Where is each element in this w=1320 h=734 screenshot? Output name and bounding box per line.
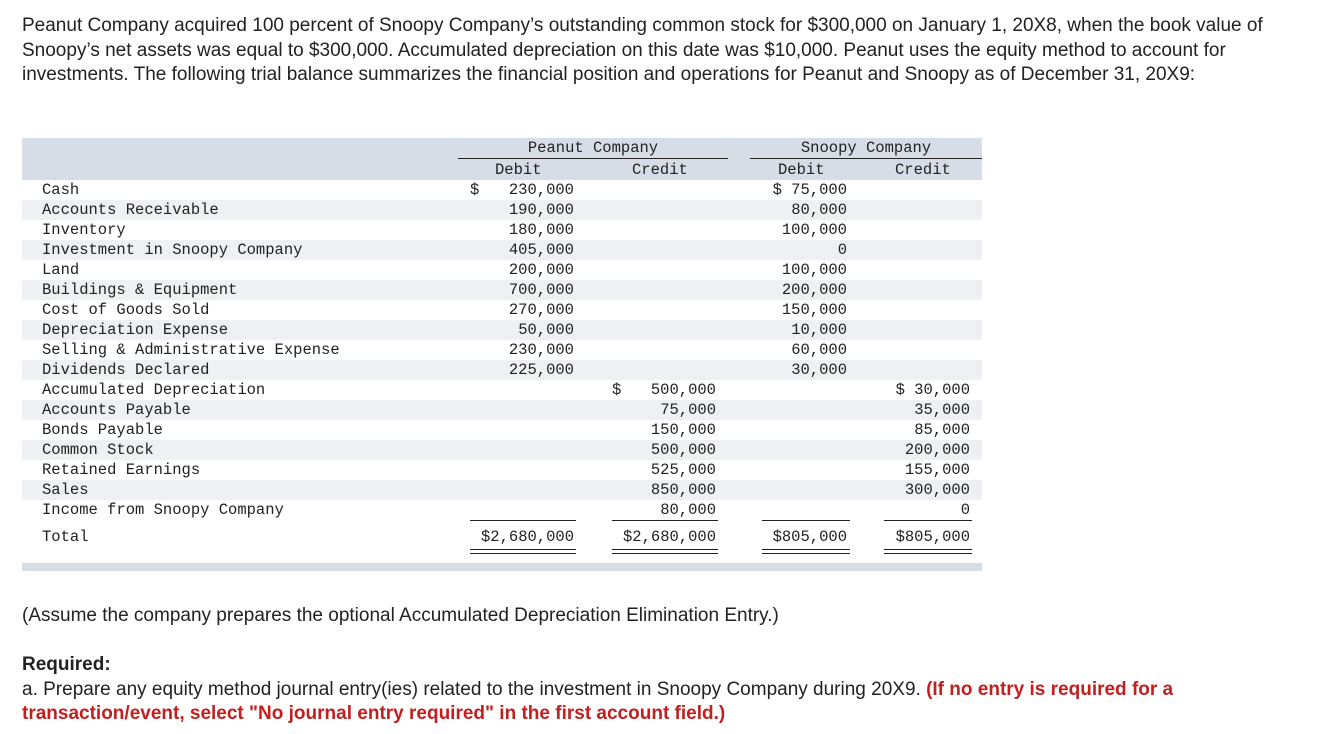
peanut-credit: 80,000: [660, 501, 716, 519]
table-body: [22, 180, 982, 520]
required-a-text: a. Prepare any equity method journal entry(ies) related to the investment in Snoopy Company during 20X9.: [22, 679, 921, 700]
peanut-credit-header: Credit: [632, 161, 688, 179]
table-row: [22, 480, 982, 500]
peanut-credit: 850,000: [650, 481, 716, 499]
peanut-debit: 50,000: [518, 321, 574, 339]
peanut-debit: 190,000: [508, 201, 574, 219]
peanut-debit-header: Debit: [495, 161, 542, 179]
peanut-debit: 230,000: [508, 341, 574, 359]
peanut-debit: 270,000: [508, 301, 574, 319]
account-name: Inventory: [42, 221, 126, 239]
required-a-instruction: (If no entry is required for a transaction/event, select "No journal entry required" in the first account field.): [22, 679, 1174, 724]
table-row: [22, 440, 982, 460]
peanut-company-header: Peanut Company: [458, 138, 728, 159]
account-name: Accumulated Depreciation: [42, 381, 266, 399]
double-underline: [470, 549, 576, 554]
peanut-debit: 700,000: [508, 281, 574, 299]
account-name: Cash: [42, 181, 80, 199]
account-name: Cost of Goods Sold: [42, 301, 210, 319]
account-name: Common Stock: [42, 441, 154, 459]
snoopy-debit: $ 75,000: [772, 181, 847, 199]
snoopy-credit: 35,000: [914, 401, 970, 419]
peanut-debit: 225,000: [508, 361, 574, 379]
total-row: [22, 520, 982, 556]
double-underline: [762, 549, 850, 554]
table-row: [22, 400, 982, 420]
underline: [470, 520, 576, 521]
account-name: Accounts Payable: [42, 401, 191, 419]
assumption-note: (Assume the company prepares the optional Accumulated Depreciation Elimination Entry.): [22, 605, 779, 626]
peanut-debit: 230,000: [508, 181, 574, 199]
snoopy-debit: 0: [837, 241, 847, 259]
peanut-debit: 405,000: [508, 241, 574, 259]
account-name: Depreciation Expense: [42, 321, 229, 339]
table-row: [22, 200, 982, 220]
peanut-credit: 500,000: [650, 381, 716, 399]
table-row: [22, 240, 982, 260]
required-part-a: [22, 678, 1302, 726]
peanut-debit: 180,000: [508, 221, 574, 239]
snoopy-credit: 300,000: [904, 481, 970, 499]
snoopy-debit: 60,000: [791, 341, 847, 359]
snoopy-debit: 80,000: [791, 201, 847, 219]
dollar-sign: $: [470, 181, 480, 199]
account-name: Bonds Payable: [42, 421, 163, 439]
snoopy-credit-total: $805,000: [895, 528, 970, 546]
peanut-debit: 200,000: [508, 261, 574, 279]
table-row: [22, 300, 982, 320]
table-row: [22, 340, 982, 360]
peanut-debit-total: $2,680,000: [480, 528, 574, 546]
required-heading: Required:: [22, 654, 111, 675]
dollar-sign: $: [612, 381, 622, 399]
snoopy-debit: 100,000: [781, 221, 847, 239]
snoopy-credit: 200,000: [904, 441, 970, 459]
snoopy-company-header: Snoopy Company: [750, 138, 982, 159]
snoopy-debit-total: $805,000: [772, 528, 847, 546]
snoopy-credit: 0: [960, 501, 970, 519]
underline: [762, 520, 850, 521]
table-row: [22, 420, 982, 440]
total-label: Total: [42, 528, 89, 546]
peanut-credit: 150,000: [650, 421, 716, 439]
snoopy-debit: 100,000: [781, 261, 847, 279]
table-row: [22, 260, 982, 280]
peanut-credit: 75,000: [660, 401, 716, 419]
peanut-credit-total: $2,680,000: [622, 528, 716, 546]
table-row: [22, 360, 982, 380]
account-name: Sales: [42, 481, 89, 499]
account-name: Accounts Receivable: [42, 201, 219, 219]
table-row: [22, 500, 982, 520]
peanut-credit: 500,000: [650, 441, 716, 459]
table-footer-bar: [22, 563, 982, 571]
snoopy-debit: 30,000: [791, 361, 847, 379]
snoopy-debit: 10,000: [791, 321, 847, 339]
table-row: [22, 180, 982, 200]
peanut-credit: 525,000: [650, 461, 716, 479]
account-name: Dividends Declared: [42, 361, 210, 379]
account-name: Buildings & Equipment: [42, 281, 238, 299]
table-row: [22, 280, 982, 300]
underline: [884, 520, 972, 521]
table-row: [22, 320, 982, 340]
double-underline: [612, 549, 718, 554]
underline: [612, 520, 718, 521]
account-name: Income from Snoopy Company: [42, 501, 284, 519]
double-underline: [884, 549, 972, 554]
snoopy-debit: 200,000: [781, 281, 847, 299]
snoopy-credit: $ 30,000: [895, 381, 970, 399]
account-name: Investment in Snoopy Company: [42, 241, 303, 259]
table-row: [22, 460, 982, 480]
table-header-columns: [22, 159, 982, 180]
snoopy-debit-header: Debit: [778, 161, 825, 179]
snoopy-credit: 85,000: [914, 421, 970, 439]
snoopy-credit-header: Credit: [895, 161, 951, 179]
trial-balance-table: [22, 138, 982, 556]
account-name: Land: [42, 261, 80, 279]
table-header-companies: [22, 138, 982, 159]
snoopy-debit: 150,000: [781, 301, 847, 319]
table-row: [22, 220, 982, 240]
account-name: Selling & Administrative Expense: [42, 341, 340, 359]
snoopy-credit: 155,000: [904, 461, 970, 479]
table-row: [22, 380, 982, 400]
problem-intro: Peanut Company acquired 100 percent of Snoopy Company’s outstanding common stock for $300,000 on January 1, 20X8, when the book value of Snoopy’s net assets was equal to $300,000. Accumulated depreciation on this date was $10,000. Peanut uses the equity method to account for investments. The following trial balance summarizes the financial position and operations for Peanut and Snoopy as of December 31, 20X9:: [22, 15, 1263, 85]
account-name: Retained Earnings: [42, 461, 201, 479]
